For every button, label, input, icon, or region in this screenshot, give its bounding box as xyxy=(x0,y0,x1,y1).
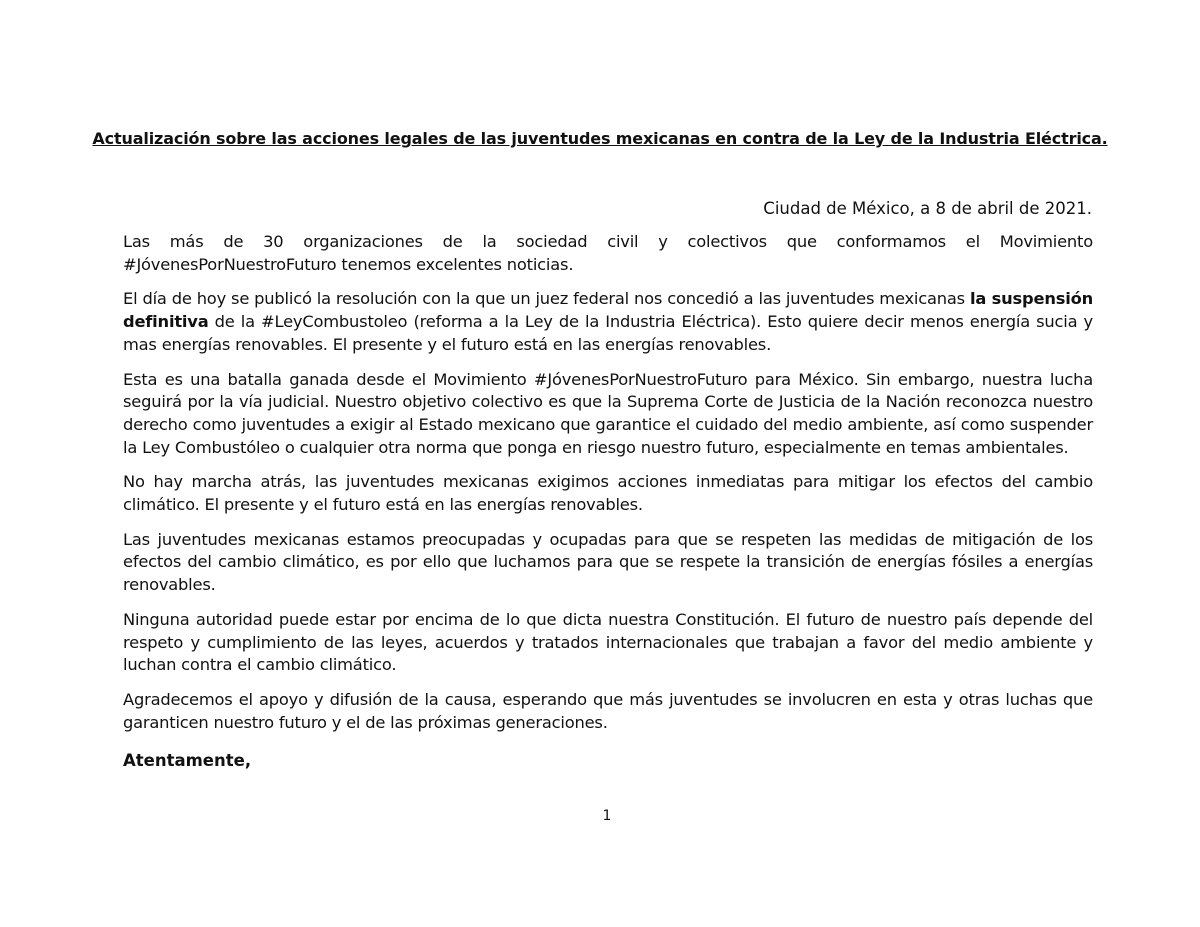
paragraph-2 xyxy=(123,288,1093,356)
document-body xyxy=(123,231,1093,746)
paragraph-2-emphasis: la suspensión definitiva xyxy=(123,289,1093,332)
paragraph-1: Las más de 30 organizaciones de la sociedad civil y colectivos que conformamos el Movimiento #JóvenesPorNuestroFuturo tenemos excelentes noticias. xyxy=(123,232,1093,274)
closing-salutation: Atentamente, xyxy=(123,751,252,770)
paragraph-7: Agradecemos el apoyo y difusión de la causa, esperando que más juventudes se involucren en esta y otras luchas que garanticen nuestro futuro y el de las próximas generaciones. xyxy=(123,689,1093,732)
date-line: Ciudad de México, a 8 de abril de 2021. xyxy=(763,199,1092,218)
page-number: 1 xyxy=(602,808,612,824)
paragraph-2-rest: de la #LeyCombustoleo (reforma a la Ley de la Industria Eléctrica). Esto quiere decir menos energía sucia y mas energías renovables. El presente y el futuro está en las energías renovables. xyxy=(123,312,1093,354)
paragraph-3: Esta es una batalla ganada desde el Movimiento #JóvenesPorNuestroFuturo para México. Sin embargo, nuestra lucha seguirá por la vía judicial. Nuestro objetivo colectivo es que la Suprema Corte de Justicia de la Nación reconozca nuestro derecho como juventudes a exigir al Estado mexicano que garantice el cuidado del medio ambiente, así como suspender la Ley Combustóleo o cualquier otra norma que ponga en riesgo nuestro futuro, especialmente en temas ambientales. xyxy=(123,369,1093,457)
paragraph-2-intro: El día de hoy se publicó la resolución con la que un juez federal nos concedió a las juventudes mexicanas xyxy=(123,289,970,309)
paragraph-4: No hay marcha atrás, las juventudes mexicanas exigimos acciones inmediatas para mitigar los efectos del cambio climático. El presente y el futuro está en las energías renovables. xyxy=(123,472,1093,515)
paragraph-6: Ninguna autoridad puede estar por encima de lo que dicta nuestra Constitución. El futuro de nuestro país depende del respeto y cumplimiento de las leyes, acuerdos y tratados internacionales que trabajan a favor del medio ambiente y luchan contra el cambio climático. xyxy=(123,609,1093,675)
document-title: Actualización sobre las acciones legales de las juventudes mexicanas en contra de la Ley de la Industria Eléctrica. xyxy=(92,129,1108,148)
paragraph-5: Las juventudes mexicanas estamos preocupadas y ocupadas para que se respeten las medidas de mitigación de los efectos del cambio climático, es por ello que luchamos para que se respete la transición de energías fósiles a energías renovables. xyxy=(123,529,1093,595)
